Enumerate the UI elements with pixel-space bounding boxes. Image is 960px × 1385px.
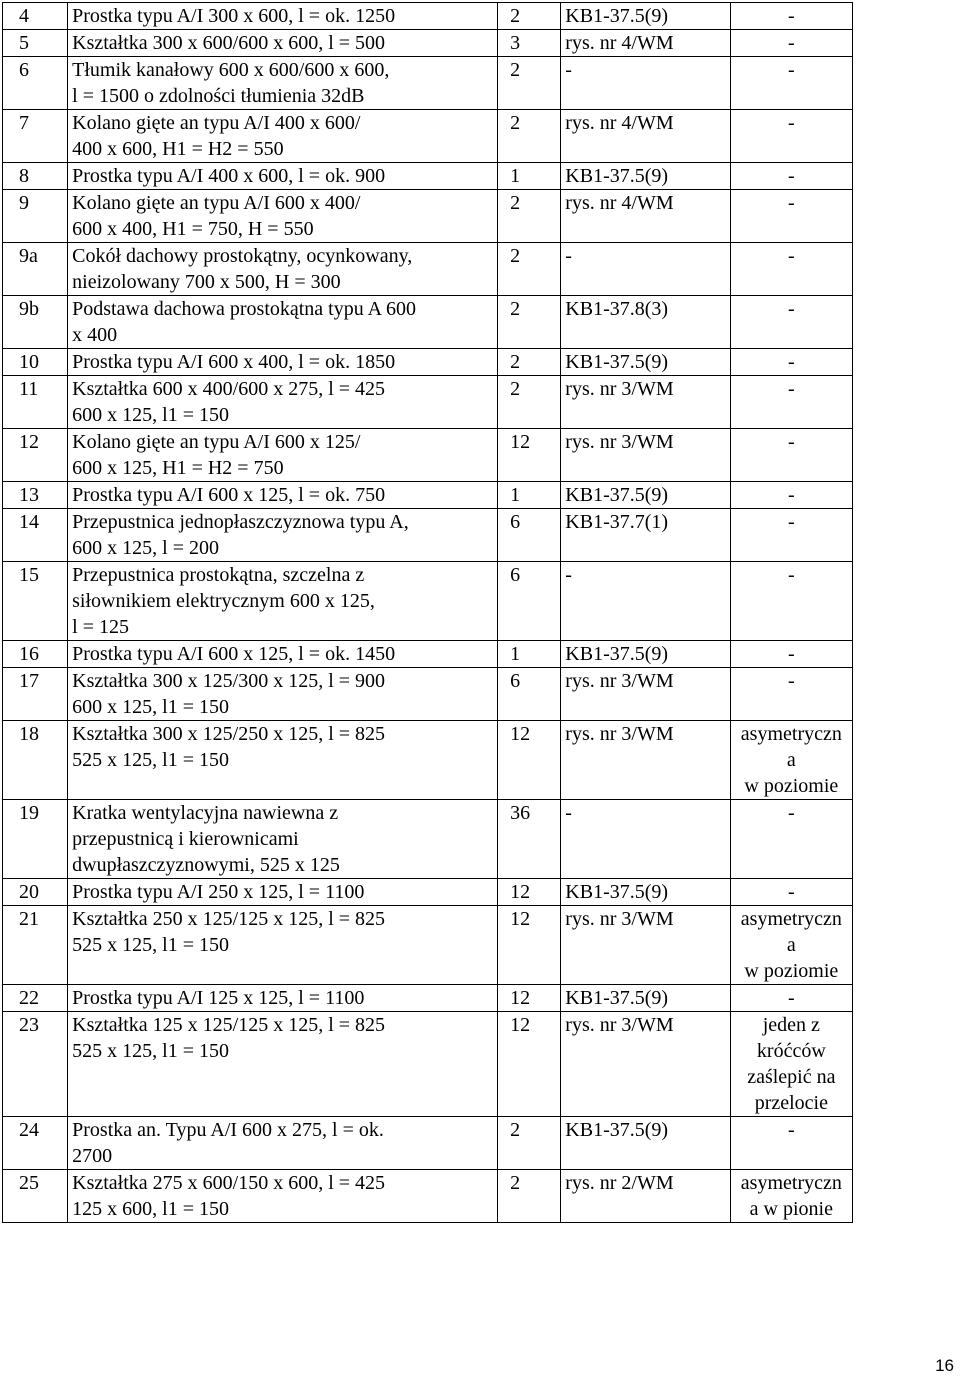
quantity-cell: 2 (498, 349, 561, 376)
reference-cell: rys. nr 3/WM (561, 721, 730, 800)
remarks-cell: asymetryczn a w poziomie (730, 906, 852, 985)
page-number: 16 (935, 1356, 954, 1375)
quantity-cell: 1 (498, 641, 561, 668)
quantity-cell: 2 (498, 3, 561, 30)
remarks-cell: - (730, 800, 852, 879)
remarks-cell: - (730, 190, 852, 243)
reference-cell: rys. nr 3/WM (561, 376, 730, 429)
quantity-cell: 2 (498, 1170, 561, 1223)
quantity-cell: 2 (498, 296, 561, 349)
reference-cell: KB1-37.5(9) (561, 3, 730, 30)
description-cell: Cokół dachowy prostokątny, ocynkowany, nieizolowany 700 x 500, H = 300 (68, 243, 498, 296)
item-number-cell: 25 (3, 1170, 68, 1223)
description-cell: Przepustnica prostokątna, szczelna z siłownikiem elektrycznym 600 x 125, l = 125 (68, 562, 498, 641)
table-row (3, 1117, 853, 1170)
quantity-cell: 12 (498, 985, 561, 1012)
description-cell: Kształtka 300 x 125/250 x 125, l = 825 525 x 125, l1 = 150 (68, 721, 498, 800)
table-row (3, 562, 853, 641)
remarks-cell: asymetryczn a w poziomie (730, 721, 852, 800)
quantity-cell: 2 (498, 243, 561, 296)
description-cell: Kształtka 125 x 125/125 x 125, l = 825 525 x 125, l1 = 150 (68, 1012, 498, 1117)
description-cell: Kształtka 275 x 600/150 x 600, l = 425 125 x 600, l1 = 150 (68, 1170, 498, 1223)
description-cell: Prostka typu A/I 600 x 400, l = ok. 1850 (68, 349, 498, 376)
description-cell: Kratka wentylacyjna nawiewna z przepustnicą i kierownicami dwupłaszczyznowymi, 525 x 125 (68, 800, 498, 879)
description-cell: Prostka typu A/I 250 x 125, l = 1100 (68, 879, 498, 906)
remarks-cell: - (730, 482, 852, 509)
description-cell: Przepustnica jednopłaszczyznowa typu A, 600 x 125, l = 200 (68, 509, 498, 562)
quantity-cell: 3 (498, 30, 561, 57)
quantity-cell: 12 (498, 721, 561, 800)
quantity-cell: 2 (498, 57, 561, 110)
quantity-cell: 6 (498, 562, 561, 641)
description-cell: Prostka typu A/I 300 x 600, l = ok. 1250 (68, 3, 498, 30)
remarks-cell: - (730, 243, 852, 296)
remarks-cell: - (730, 30, 852, 57)
table-row (3, 243, 853, 296)
item-number-cell: 19 (3, 800, 68, 879)
item-number-cell: 9a (3, 243, 68, 296)
remarks-cell: - (730, 985, 852, 1012)
table-row (3, 800, 853, 879)
reference-cell: KB1-37.5(9) (561, 879, 730, 906)
quantity-cell: 12 (498, 1012, 561, 1117)
remarks-cell: - (730, 349, 852, 376)
item-number-cell: 24 (3, 1117, 68, 1170)
item-number-cell: 16 (3, 641, 68, 668)
reference-cell: rys. nr 2/WM (561, 1170, 730, 1223)
reference-cell: KB1-37.5(9) (561, 1117, 730, 1170)
remarks-cell: - (730, 57, 852, 110)
table-row (3, 721, 853, 800)
reference-cell: rys. nr 4/WM (561, 30, 730, 57)
item-number-cell: 18 (3, 721, 68, 800)
table-row (3, 906, 853, 985)
table-row (3, 482, 853, 509)
reference-cell: - (561, 57, 730, 110)
quantity-cell: 12 (498, 879, 561, 906)
item-number-cell: 9b (3, 296, 68, 349)
remarks-cell: - (730, 110, 852, 163)
quantity-cell: 1 (498, 163, 561, 190)
remarks-cell: - (730, 296, 852, 349)
table-row (3, 296, 853, 349)
table-row (3, 3, 853, 30)
remarks-cell: - (730, 376, 852, 429)
item-number-cell: 12 (3, 429, 68, 482)
description-cell: Kształtka 300 x 600/600 x 600, l = 500 (68, 30, 498, 57)
table-row (3, 349, 853, 376)
description-cell: Kolano gięte an typu A/I 400 x 600/ 400 x 600, H1 = H2 = 550 (68, 110, 498, 163)
description-cell: Kształtka 600 x 400/600 x 275, l = 425 600 x 125, l1 = 150 (68, 376, 498, 429)
item-number-cell: 11 (3, 376, 68, 429)
quantity-cell: 2 (498, 376, 561, 429)
description-cell: Podstawa dachowa prostokątna typu A 600 x 400 (68, 296, 498, 349)
reference-cell: - (561, 243, 730, 296)
quantity-cell: 12 (498, 906, 561, 985)
remarks-cell: - (730, 562, 852, 641)
description-cell: Tłumik kanałowy 600 x 600/600 x 600, l = 1500 o zdolności tłumienia 32dB (68, 57, 498, 110)
quantity-cell: 6 (498, 668, 561, 721)
item-number-cell: 9 (3, 190, 68, 243)
item-number-cell: 4 (3, 3, 68, 30)
quantity-cell: 2 (498, 190, 561, 243)
description-cell: Kształtka 300 x 125/300 x 125, l = 900 600 x 125, l1 = 150 (68, 668, 498, 721)
description-cell: Prostka typu A/I 600 x 125, l = ok. 1450 (68, 641, 498, 668)
item-number-cell: 6 (3, 57, 68, 110)
description-cell: Kolano gięte an typu A/I 600 x 400/ 600 x 400, H1 = 750, H = 550 (68, 190, 498, 243)
item-number-cell: 15 (3, 562, 68, 641)
remarks-cell: asymetryczn a w pionie (730, 1170, 852, 1223)
remarks-cell: - (730, 641, 852, 668)
table-row (3, 1170, 853, 1223)
table-row (3, 429, 853, 482)
reference-cell: KB1-37.8(3) (561, 296, 730, 349)
description-cell: Kolano gięte an typu A/I 600 x 125/ 600 x 125, H1 = H2 = 750 (68, 429, 498, 482)
reference-cell: KB1-37.5(9) (561, 985, 730, 1012)
description-cell: Kształtka 250 x 125/125 x 125, l = 825 525 x 125, l1 = 150 (68, 906, 498, 985)
description-cell: Prostka typu A/I 600 x 125, l = ok. 750 (68, 482, 498, 509)
table-row (3, 1012, 853, 1117)
item-number-cell: 8 (3, 163, 68, 190)
reference-cell: rys. nr 4/WM (561, 110, 730, 163)
table-row (3, 985, 853, 1012)
quantity-cell: 12 (498, 429, 561, 482)
item-number-cell: 17 (3, 668, 68, 721)
item-number-cell: 23 (3, 1012, 68, 1117)
remarks-cell: - (730, 429, 852, 482)
remarks-cell: - (730, 163, 852, 190)
reference-cell: - (561, 562, 730, 641)
remarks-cell: - (730, 668, 852, 721)
description-cell: Prostka typu A/I 400 x 600, l = ok. 900 (68, 163, 498, 190)
reference-cell: rys. nr 4/WM (561, 190, 730, 243)
table-row (3, 376, 853, 429)
item-number-cell: 14 (3, 509, 68, 562)
quantity-cell: 2 (498, 1117, 561, 1170)
reference-cell: rys. nr 3/WM (561, 429, 730, 482)
table-row (3, 190, 853, 243)
quantity-cell: 2 (498, 110, 561, 163)
quantity-cell: 1 (498, 482, 561, 509)
reference-cell: KB1-37.5(9) (561, 482, 730, 509)
description-cell: Prostka typu A/I 125 x 125, l = 1100 (68, 985, 498, 1012)
item-number-cell: 13 (3, 482, 68, 509)
specification-table (2, 2, 853, 1223)
remarks-cell: - (730, 879, 852, 906)
table-row (3, 110, 853, 163)
remarks-cell: - (730, 1117, 852, 1170)
reference-cell: KB1-37.7(1) (561, 509, 730, 562)
remarks-cell: - (730, 3, 852, 30)
reference-cell: KB1-37.5(9) (561, 641, 730, 668)
item-number-cell: 21 (3, 906, 68, 985)
item-number-cell: 7 (3, 110, 68, 163)
table-row (3, 30, 853, 57)
item-number-cell: 22 (3, 985, 68, 1012)
remarks-cell: jeden z króćców zaślepić na przelocie (730, 1012, 852, 1117)
reference-cell: rys. nr 3/WM (561, 1012, 730, 1117)
quantity-cell: 6 (498, 509, 561, 562)
table-body (3, 3, 853, 1223)
reference-cell: rys. nr 3/WM (561, 906, 730, 985)
reference-cell: - (561, 800, 730, 879)
description-cell: Prostka an. Typu A/I 600 x 275, l = ok. 2700 (68, 1117, 498, 1170)
remarks-cell: - (730, 509, 852, 562)
item-number-cell: 20 (3, 879, 68, 906)
table-row (3, 57, 853, 110)
item-number-cell: 5 (3, 30, 68, 57)
table-row (3, 668, 853, 721)
table-row (3, 163, 853, 190)
table-row (3, 879, 853, 906)
reference-cell: rys. nr 3/WM (561, 668, 730, 721)
table-row (3, 641, 853, 668)
table-row (3, 509, 853, 562)
reference-cell: KB1-37.5(9) (561, 349, 730, 376)
quantity-cell: 36 (498, 800, 561, 879)
item-number-cell: 10 (3, 349, 68, 376)
reference-cell: KB1-37.5(9) (561, 163, 730, 190)
